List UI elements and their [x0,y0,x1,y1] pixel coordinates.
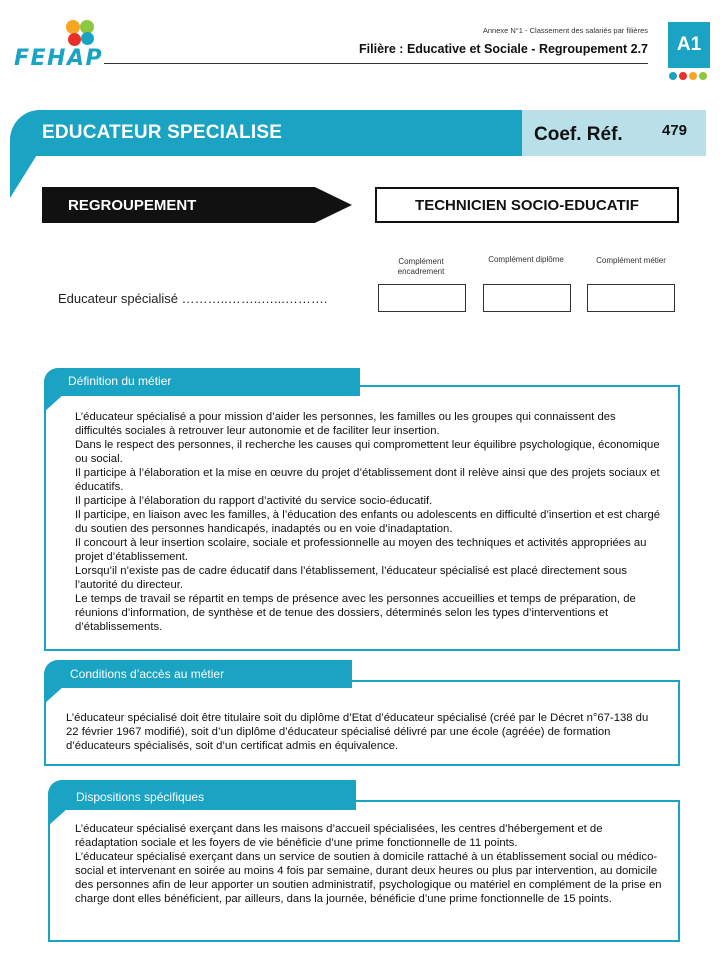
complement-metier-box [587,284,675,312]
definition-text [75,410,661,634]
conditions-text [66,711,662,753]
definition-paragraph: Dans le respect des personnes, il recherche les causes qui compromettent leur équilibre psychologique, économique ou social. [75,439,660,465]
complement-encadrement-box [378,284,466,312]
logo-leaf-blue [81,32,94,45]
definition-paragraph: Le temps de travail se répartit en temps de présence avec les personnes accueillies et temps de préparation, de réunions d’information, de synthèse et de tenue des dossiers, déterminés selon les types d’interventions et d’établissements. [75,593,636,633]
regroupement-value: TECHNICIEN SOCIO-EDUCATIF [375,187,679,223]
dot-blue [669,72,677,80]
definition-paragraph: Il participe à l’élaboration et la mise en œuvre du projet d’établissement dont il relève ainsi que des projets sociaux et éducatifs. [75,467,660,493]
dispositions-paragraph: L’éducateur spécialisé exerçant dans un service de soutien à domicile rattaché à un établissement social ou médico-social et intervenant en soirée au moins 4 fois par semaine, durant deux heures ou plus par intervention, au domicile des personnes afin de leur apporter un soutien administratif, psychologique ou matériel en complément de la prise en charge dont elles bénéficient, par ailleurs, dans la journée, bénéficie d’une prime fonctionnelle de 15 points. [75,851,662,905]
dispositions-title: Dispositions spécifiques [76,790,205,804]
definition-paragraph: Lorsqu’il n’existe pas de cadre éducatif dans l’établissement, l’éducateur spécialisé est placé directement sous l’autorité du directeur. [75,565,627,591]
title-band-tail [10,150,40,198]
dispositions-paragraph: L’éducateur spécialisé exerçant dans les maisons d’accueil spécialisées, les centres d’hébergement et de réadaptation sociale et les foyers de vie bénéficie d’une prime fonctionnelle de 11 points. [75,823,603,849]
job-title: EDUCATEUR SPECIALISE [42,122,283,143]
filiere-title: Filière : Educative et Sociale - Regroupement 2.7 [359,42,648,56]
regroupement-label: REGROUPEMENT [68,197,197,214]
definition-title: Définition du métier [68,374,172,388]
dot-red [679,72,687,80]
conditions-paragraph: L’éducateur spécialisé doit être titulaire soit du diplôme d’Etat d’éducateur spécialisé (créé par le Décret n°67-138 du 22 février 1967 modifié), soit d’un diplôme d’éducateur spécialisé délivré par une école (agréée) de formation d’éducateurs spécialisés, soit d’un certificat admis en équivalence. [66,712,649,752]
complement-diplome-box [483,284,571,312]
logo-text: FEHAP [14,46,104,71]
complement-header-metier: Complément métier [596,256,666,265]
conditions-title: Conditions d’accès au métier [70,667,225,681]
complement-header-diplome: Complément diplôme [488,255,564,264]
logo-leaf-red [68,33,81,46]
definition-paragraph: Il participe, en liaison avec les familles, à l’éducation des enfants ou adolescents en difficulté d’insertion et est chargé du soutien des personnes handicapés, inadaptés ou en voie d’inadaptation. [75,509,661,535]
header-divider [104,63,648,64]
complement-row-label: Educateur spécialisé ………..……..…...………. [58,291,328,306]
color-dots [669,72,707,80]
definition-paragraph: L’éducateur spécialisé a pour mission d’aider les personnes, les familles ou les groupes qui connaissent des difficultés sociales à retrouver leur autonomie et de faciliter leur insertion. [75,411,616,437]
annex-badge: A1 [668,22,710,68]
dot-orange [689,72,697,80]
coef-value: 479 [662,122,688,139]
dispositions-text [75,822,663,906]
fehap-logo [12,16,104,74]
coef-label: Coef. Réf. [534,124,623,145]
definition-paragraph: Il participe à l’élaboration du rapport d’activité du service socio-éducatif. [75,495,433,507]
dot-green [699,72,707,80]
logo-leaf-orange [66,20,80,34]
annex-label: Annexe N°1 - Classement des salariés par filières [482,26,648,35]
complement-header-encadrement: Complément encadrement [397,257,445,276]
definition-paragraph: Il concourt à leur insertion scolaire, sociale et professionnelle au moyen des techniques et activités appropriées au projet d’établissement. [75,537,647,563]
